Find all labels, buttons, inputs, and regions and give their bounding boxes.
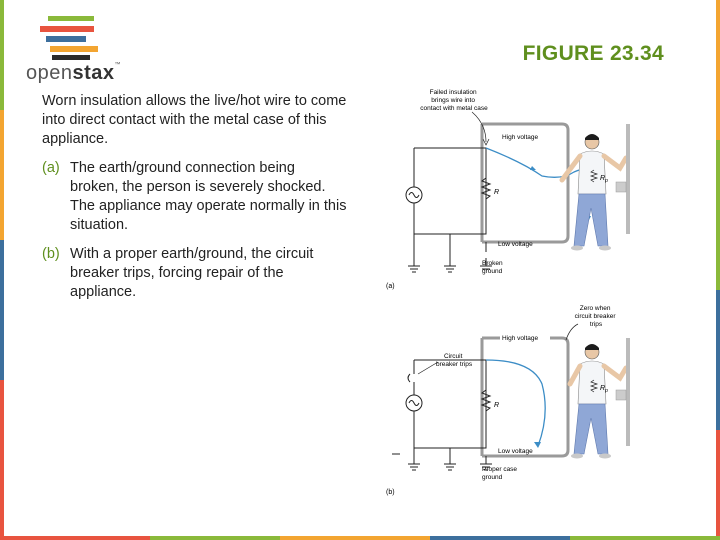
zero-current-callout: Zero when circuit breaker trips <box>574 305 616 328</box>
proper-ground-label: Proper case ground <box>482 466 518 481</box>
right-edge-stripe <box>716 0 720 540</box>
panel-b <box>386 305 628 496</box>
person-figure <box>570 338 628 459</box>
high-voltage-label: High voltage <box>502 335 539 342</box>
resistor-label: R <box>494 189 500 196</box>
body-resistor-label: $R_p$ <box>600 175 608 184</box>
list-item-b <box>42 245 347 302</box>
panel-a <box>386 89 628 290</box>
high-voltage-label: High voltage <box>502 134 539 141</box>
circuit-breaker-callout: Circuit breaker trips <box>436 353 473 368</box>
item-label: (a) <box>42 160 60 176</box>
item-label: (b) <box>42 246 60 262</box>
intro-paragraph: Worn insulation allows the live/hot wire to come into direct contact with the metal case of this appliance. <box>42 93 347 147</box>
panel-a-label: (a) <box>386 283 395 290</box>
person-figure <box>562 124 628 251</box>
broken-ground-label: Broken ground <box>482 260 503 275</box>
list-item-a <box>42 159 347 235</box>
resistor-label: R <box>494 402 500 409</box>
failed-insulation-callout: Failed insulation brings wire into contact with metal case <box>420 89 488 112</box>
left-edge-stripe <box>0 0 4 540</box>
low-voltage-label: Low voltage <box>498 448 533 455</box>
bottom-edge-stripe <box>0 536 720 540</box>
circuit-figure <box>382 84 682 504</box>
figure-title: FIGURE 23.34 <box>522 42 664 65</box>
panel-b-label: (b) <box>386 489 395 496</box>
openstax-wordmark: openstax™ <box>26 62 122 84</box>
item-text: The earth/ground connection being broken, the person is severely shocked. The appliance may operate normally in this situation. <box>70 160 347 233</box>
caption-text <box>42 92 347 312</box>
low-voltage-label: Low voltage <box>498 241 533 248</box>
body-resistor-label: $R_p$ <box>600 385 608 394</box>
item-text: With a proper earth/ground, the circuit breaker trips, forcing repair of the appliance. <box>70 246 314 300</box>
